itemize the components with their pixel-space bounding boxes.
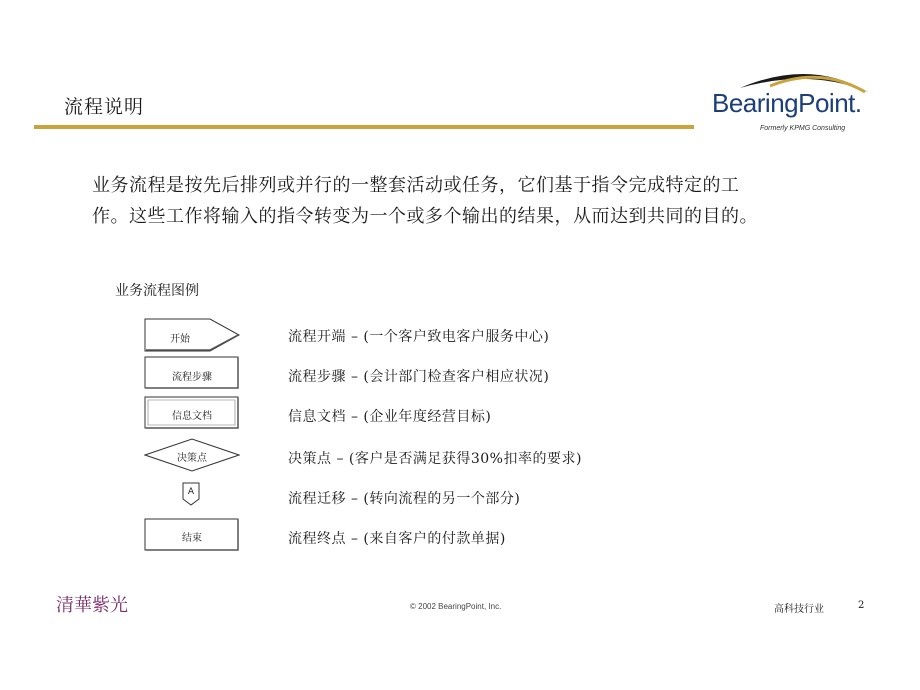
decision-shape <box>144 438 240 472</box>
logo-subtitle: Formerly KPMG Consulting <box>760 125 846 132</box>
legend-row-step <box>0 356 920 396</box>
legend-row-start <box>0 315 920 355</box>
footer-industry: 高科技行业 <box>774 604 824 615</box>
legend-row-document <box>0 396 920 436</box>
end-shape <box>144 518 240 552</box>
end-shape-label: 结束 <box>182 533 202 544</box>
legend-desc-end: 流程终点 – (来自客户的付款单据) <box>288 531 506 547</box>
company-logo: BearingPoint. <box>712 88 862 118</box>
footer-copyright: © 2002 BearingPoint, Inc. <box>410 602 502 611</box>
legend-desc-connector: 流程迁移 – (转向流程的另一个部分) <box>288 491 521 507</box>
decision-shape-label: 决策点 <box>177 453 207 464</box>
legend-row-end <box>0 518 920 558</box>
page-title: 流程说明 <box>64 96 145 118</box>
header-divider <box>34 125 694 129</box>
document-shape <box>144 396 240 430</box>
connector-shape <box>182 482 202 506</box>
document-shape-label: 信息文档 <box>172 411 212 422</box>
intro-paragraph: 业务流程是按先后排列或并行的一整套活动或任务，它们基于指令完成特定的工作。这些工作将输入的指令转变为一个或多个输出的结果，从而达到共同的目的。 <box>92 175 758 227</box>
legend-row-connector <box>0 480 920 520</box>
legend-desc-start: 流程开端 – (一个客户致电客户服务中心) <box>288 329 550 345</box>
page-number: 2 <box>858 600 865 611</box>
legend-desc-step: 流程步骤 – (会计部门检查客户相应状况) <box>288 369 550 385</box>
start-shape-label: 开始 <box>170 334 190 345</box>
step-shape-label: 流程步骤 <box>172 372 212 383</box>
connector-shape-label: A <box>187 487 195 497</box>
step-shape <box>144 356 240 390</box>
legend-row-decision <box>0 438 920 478</box>
start-shape <box>144 318 240 352</box>
legend-title: 业务流程图例 <box>115 283 199 299</box>
legend-desc-decision: 决策点 – (客户是否满足获得30%扣率的要求) <box>288 451 582 467</box>
footer-brand-logo: 清華紫光 <box>56 595 128 616</box>
legend-desc-document: 信息文档 – (企业年度经营目标) <box>288 409 492 425</box>
